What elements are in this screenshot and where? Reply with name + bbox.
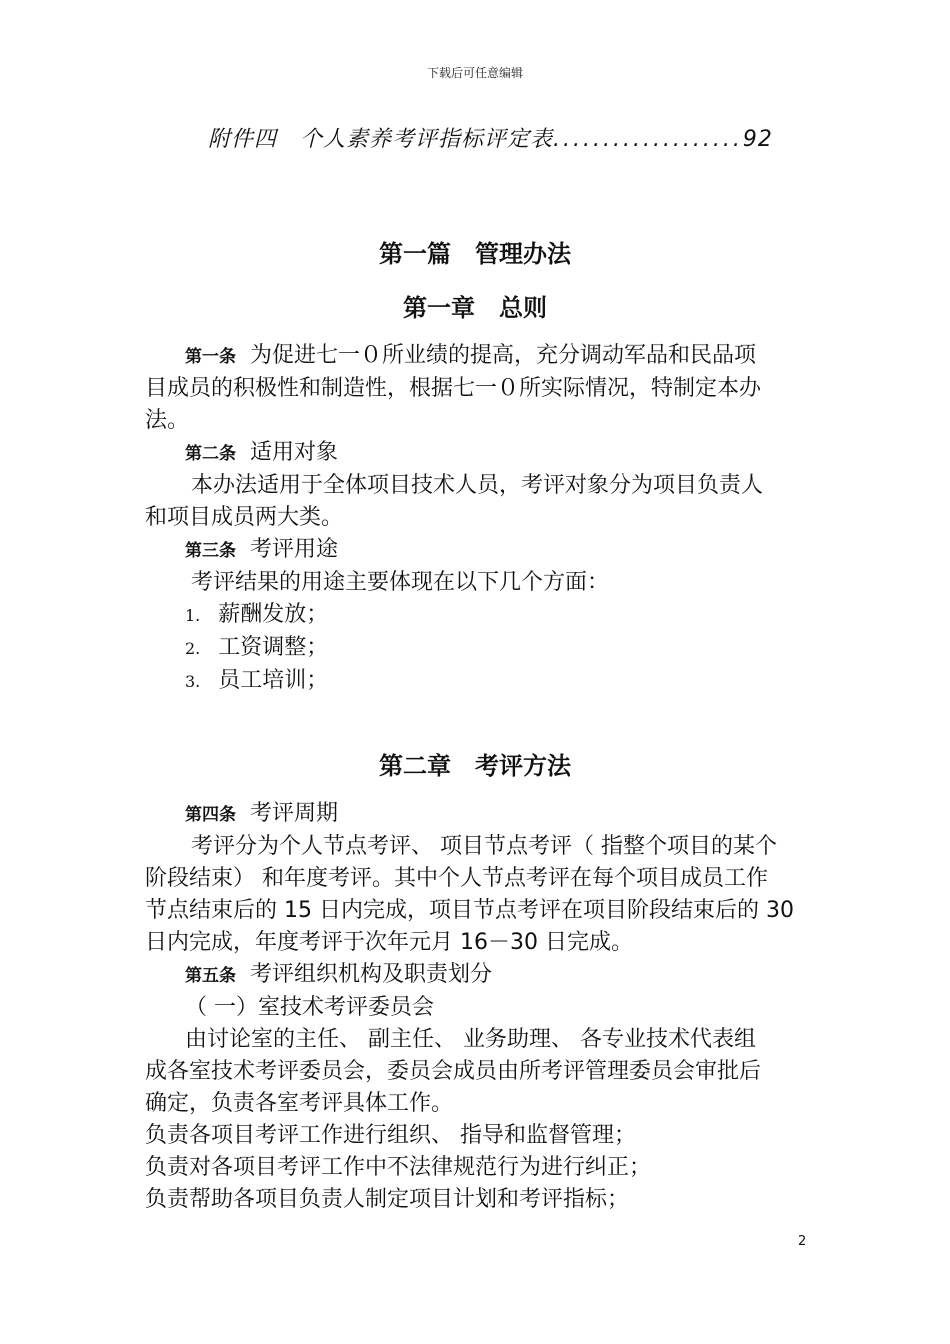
- toc-page: 92: [742, 127, 773, 152]
- chapter2-title: 第二章 考评方法: [379, 752, 571, 780]
- duty-line: 负责帮助各项目负责人制定项目计划和考评指标；: [145, 1187, 630, 1212]
- list-text: 薪酬发放；: [218, 602, 329, 627]
- list-number: 1.: [185, 606, 201, 625]
- article-2-line: 和项目成员两大类。: [145, 505, 344, 530]
- article-heading: 考评组织机构及职责划分: [250, 962, 493, 987]
- list-number: 2.: [185, 639, 201, 658]
- chapter2-body: [145, 798, 815, 1216]
- article-label: 第四条: [185, 805, 236, 825]
- article-label: 第三条: [185, 541, 236, 561]
- article-heading: 考评周期: [250, 801, 339, 826]
- article-4-line: 考评分为个人节点考评、 项目节点考评（ 指整个项目的某个: [191, 834, 777, 859]
- article-4-line: 节点结束后的 15 日内完成，项目节点考评在项目阶段结束后的 30: [145, 898, 794, 923]
- article-1-line: [145, 340, 815, 373]
- article-4-line: 日内完成，年度考评于次年元月 16－30 日完成。: [145, 930, 633, 955]
- article-label: 第二条: [185, 444, 236, 464]
- article-5-subheading: （ 一）室技术考评委员会: [185, 995, 434, 1020]
- toc-entry: [208, 122, 773, 153]
- list-text: 工资调整；: [218, 635, 329, 660]
- article-heading: 考评用途: [250, 537, 339, 562]
- article-label: 第五条: [185, 966, 236, 986]
- list-item: [145, 632, 815, 665]
- article-5-line: 由讨论室的主任、 副主任、 业务助理、 各专业技术代表组: [185, 1027, 756, 1052]
- article-5-line: 成各室技术考评委员会，委员会成员由所考评管理委员会审批后: [145, 1059, 762, 1084]
- list-item: [145, 599, 815, 632]
- article-text: 为促进七一０所业绩的提高，充分调动军品和民品项: [250, 343, 757, 368]
- list-text: 员工培训；: [218, 668, 329, 693]
- list-number: 3.: [185, 672, 201, 691]
- part-title: 第一篇 管理办法: [379, 240, 571, 268]
- duty-line: 负责各项目考评工作进行组织、 指导和监督管理；: [145, 1123, 636, 1148]
- article-4-heading: [145, 798, 815, 831]
- article-label: 第一条: [185, 347, 236, 367]
- article-5-line: 确定，负责各室考评具体工作。: [145, 1091, 454, 1116]
- article-3-heading: [145, 534, 815, 567]
- page-number: 2: [798, 1234, 807, 1249]
- duty-line: 负责对各项目考评工作中不法律规范行为进行纠正；: [145, 1155, 652, 1180]
- article-heading: 适用对象: [250, 440, 339, 465]
- article-2-line: 本办法适用于全体项目技术人员，考评对象分为项目负责人: [191, 473, 764, 498]
- article-1-line: 目成员的积极性和制造性，根据七一０所实际情况，特制定本办: [145, 376, 762, 401]
- chapter1-title: 第一章 总则: [403, 294, 547, 322]
- chapter1-body: [145, 340, 815, 698]
- toc-label: 附件四 个人素养考评指标评定表: [208, 127, 554, 152]
- page-header: 下载后可任意编辑: [426, 66, 523, 80]
- list-item: [145, 665, 815, 698]
- article-2-heading: [145, 437, 815, 470]
- article-3-intro: 考评结果的用途主要体现在以下几个方面：: [191, 570, 610, 595]
- article-1-line: 法。: [145, 408, 190, 433]
- article-4-line: 阶段结束） 和年度考评。其中个人节点考评在每个项目成员工作: [145, 866, 768, 891]
- article-5-heading: [145, 959, 815, 992]
- toc-dots: ...................: [553, 127, 743, 152]
